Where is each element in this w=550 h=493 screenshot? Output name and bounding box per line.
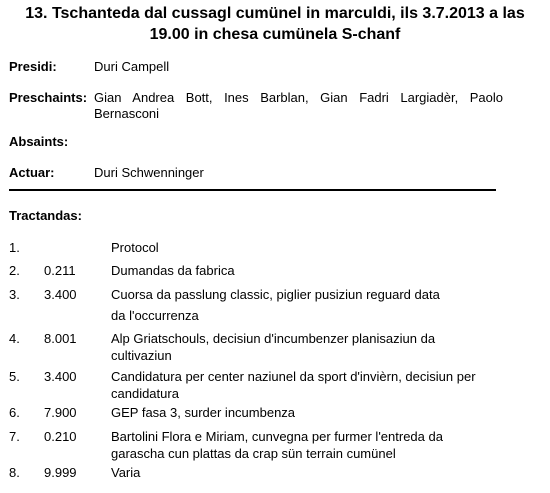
agenda-item-line: Dumandas da fabrica: [111, 263, 235, 278]
agenda-item-number: 7.: [9, 429, 20, 444]
title-line-2: 19.00 in chesa cumünela S-chanf: [149, 26, 401, 43]
preschaints-label: Preschaints:: [9, 90, 88, 105]
agenda-item-number: 1.: [9, 240, 20, 255]
presidi-label: Presidi:: [9, 59, 57, 74]
agenda-item-number: 4.: [9, 331, 20, 346]
agenda-item-line: Bartolini Flora e Miriam, cunvegna per furmer l'entreda da: [111, 429, 443, 444]
agenda-item-text: [111, 330, 501, 364]
tractandas-heading: Tractandas:: [9, 208, 82, 223]
preschaints-line-2: Bernasconi: [94, 106, 160, 121]
agenda-item-line: GEP fasa 3, surder incumbenza: [111, 405, 296, 420]
agenda-item-code: 3.400: [44, 369, 77, 384]
agenda-item-text: [111, 239, 501, 256]
agenda-item-text: [111, 464, 501, 481]
agenda-item-text: [111, 368, 501, 402]
agenda-item-text: [111, 404, 501, 421]
actuar-label: Actuar:: [9, 165, 55, 180]
agenda-item-code: 9.999: [44, 465, 77, 480]
agenda-item-code: 3.400: [44, 287, 77, 302]
agenda-item-number: 3.: [9, 287, 20, 302]
agenda-item-number: 2.: [9, 263, 20, 278]
agenda-item-line: garascha cun plattas da crap sün terrain cumünel: [111, 446, 396, 461]
agenda-item-line: candidatura: [111, 386, 179, 401]
agenda-item-line: Protocol: [111, 240, 159, 255]
agenda-item-text: [111, 286, 501, 324]
agenda-item-text: [111, 262, 501, 279]
agenda-item-text: [111, 428, 501, 462]
separator-line: [9, 189, 496, 191]
agenda-item-code: 7.900: [44, 405, 77, 420]
actuar-value: Duri Schwenninger: [94, 165, 204, 180]
preschaints-line-1: Gian Andrea Bott, Ines Barblan, Gian Fadri Largiadèr, Paolo: [94, 90, 503, 105]
agenda-item-line: Varia: [111, 465, 141, 480]
presidi-value: Duri Campell: [94, 59, 170, 74]
agenda-item-line: Alp Griatschouls, decisiun d'incumbenzer planisaziun da: [111, 331, 436, 346]
agenda-item-line: Candidatura per center naziunel da sport d'invièrn, decisiun per: [111, 369, 476, 384]
agenda-item-line: Cuorsa da passlung classic, piglier pusiziun reguard data: [111, 287, 440, 302]
agenda-item-code: 0.210: [44, 429, 77, 444]
page-title: [0, 3, 550, 45]
title-line-1: 13. Tschanteda dal cussagl cumünel in marculdi, ils 3.7.2013 a las: [25, 5, 525, 22]
agenda-item-line: da l'occurrenza: [111, 308, 199, 323]
agenda-item-code: 0.211: [44, 263, 76, 278]
absaints-label: Absaints:: [9, 134, 69, 149]
agenda-item-number: 6.: [9, 405, 20, 420]
agenda-item-code: 8.001: [44, 331, 77, 346]
agenda-item-line: cultivaziun: [111, 348, 172, 363]
agenda-item-number: 8.: [9, 465, 20, 480]
agenda-item-number: 5.: [9, 369, 20, 384]
